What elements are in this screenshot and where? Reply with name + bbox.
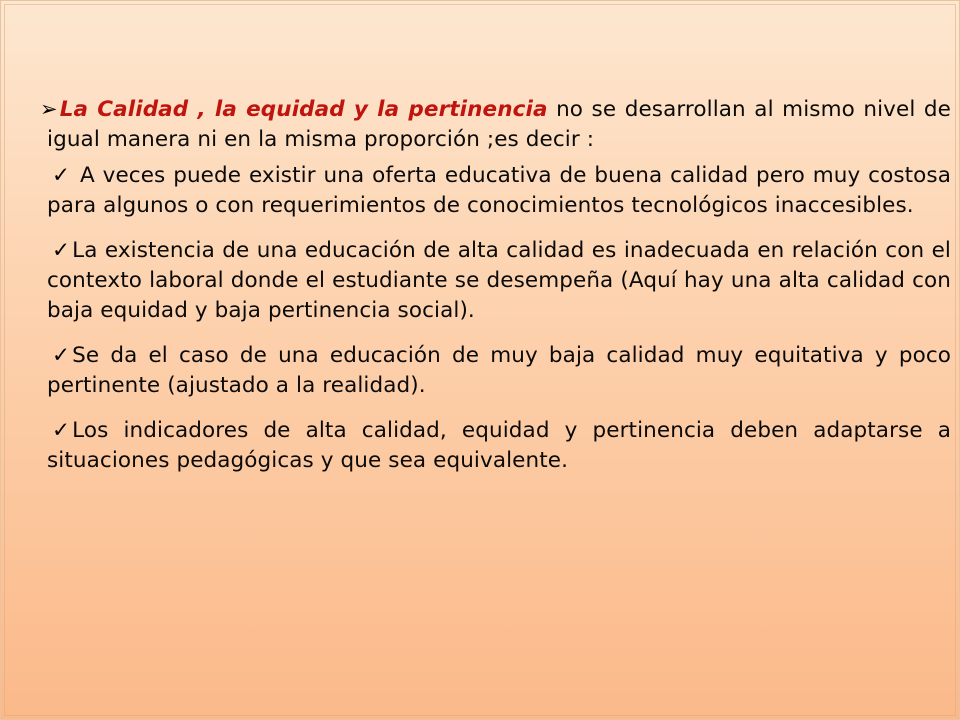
check-item-text: A veces puede existir una oferta educativa de buena calidad pero muy costosa para algunos o con requerimientos de conocimientos tecnológicos inaccesibles. [47,163,951,218]
slide-content [40,94,951,491]
check-item-text: Los indicadores de alta calidad, equidad y pertinencia deben adaptarse a situaciones pedagógicas y que sea equivalente. [47,418,951,473]
arrow-bullet-icon: ➢ [40,97,58,121]
check-item-3 [47,341,951,401]
intro-highlight: La Calidad , la equidad y la pertinencia [59,97,548,122]
check-icon: ✓ [52,418,71,443]
check-item-4 [47,416,951,476]
intro-paragraph [40,94,951,155]
check-item-text: Se da el caso de una educación de muy baja calidad muy equitativa y poco pertinente (ajustado a la realidad). [47,343,951,398]
check-item-text: La existencia de una educación de alta calidad es inadecuada en relación con el contexto laboral donde el estudiante se desempeña (Aquí hay una alta calidad con baja equidad y baja pertinencia social). [47,238,951,323]
check-icon: ✓ [52,343,71,368]
check-item-1 [47,161,951,221]
check-icon: ✓ [52,238,71,263]
check-item-2 [47,236,951,326]
intro-text: no se desarrollan al mismo nivel de igual manera ni en la misma proporción ;es decir : [47,97,951,152]
check-icon: ✓ [52,163,71,188]
